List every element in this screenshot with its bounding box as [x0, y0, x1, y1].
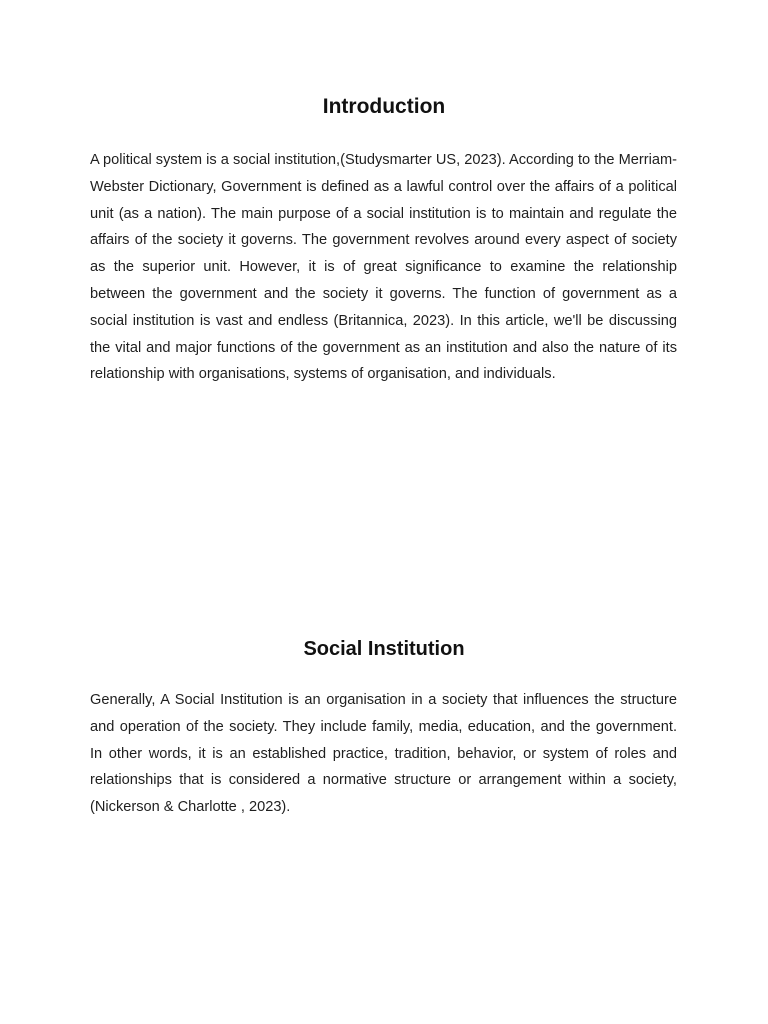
social-institution-heading: Social Institution — [303, 638, 465, 660]
introduction-paragraph: A political system is a social institution,(Studysmarter US, 2023). According to the Merriam-Webster Dictionary, Government is defined as a lawful control over the affairs of a political unit (as a nation). The main purpose of a social institution is to maintain and regulate the affairs of the society it governs. The government revolves around every aspect of society as the superior unit. However, it is of great significance to examine the relationship between the government and the society it governs. The function of government as a social institution is vast and endless (Britannica, 2023). In this article, we'll be discussing the vital and major functions of the government as an institution and also the nature of its relationship with organisations, systems of organisation, and individuals. — [90, 152, 677, 383]
social-institution-paragraph: Generally, A Social Institution is an organisation in a society that influences the structure and operation of the society. They include family, media, education, and the government. In other words, it is an established practice, tradition, behavior, or system of roles and relationships that is considered a normative structure or arrangement within a society, (Nickerson & Charlotte , 2023). — [90, 692, 677, 816]
introduction-heading: Introduction — [322, 95, 446, 118]
